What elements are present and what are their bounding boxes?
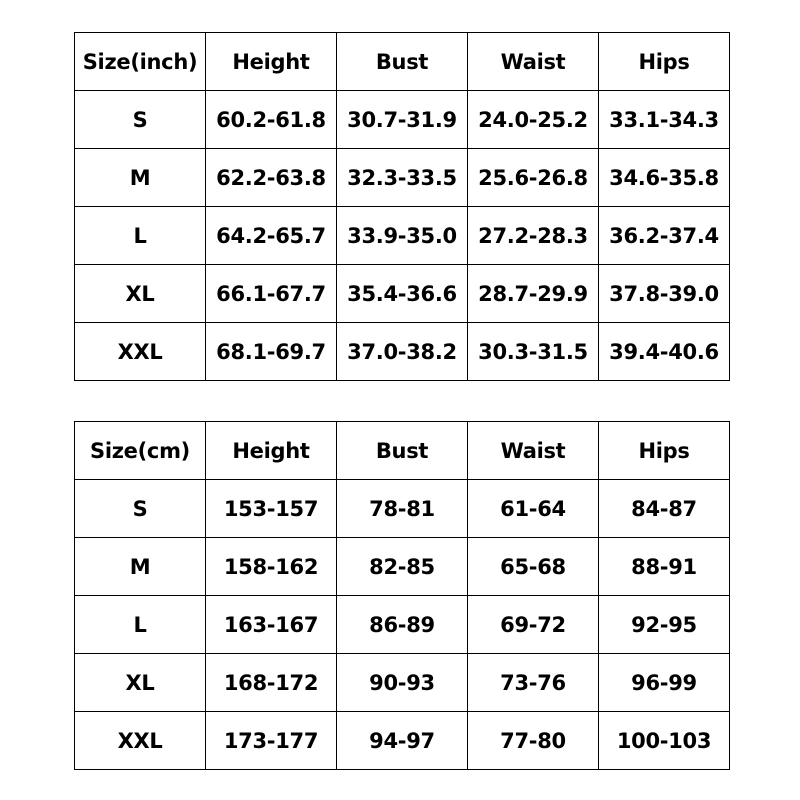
hips-cell: 36.2-37.4 — [599, 207, 730, 265]
height-cell: 68.1-69.7 — [206, 323, 337, 381]
waist-cell: 27.2-28.3 — [468, 207, 599, 265]
table-row — [75, 91, 730, 149]
bust-cell: 90-93 — [337, 654, 468, 712]
hips-cell: 96-99 — [599, 654, 730, 712]
size-cell: M — [75, 149, 206, 207]
waist-cell: 65-68 — [468, 538, 599, 596]
table-row — [75, 265, 730, 323]
waist-cell: 73-76 — [468, 654, 599, 712]
height-cell: 153-157 — [206, 480, 337, 538]
waist-cell: 61-64 — [468, 480, 599, 538]
size-cell: XXL — [75, 323, 206, 381]
table-row — [75, 654, 730, 712]
waist-cell: 25.6-26.8 — [468, 149, 599, 207]
table-row — [75, 323, 730, 381]
bust-cell: 86-89 — [337, 596, 468, 654]
hips-cell: 33.1-34.3 — [599, 91, 730, 149]
table-header-row — [75, 33, 730, 91]
size-cell: L — [75, 207, 206, 265]
waist-cell: 28.7-29.9 — [468, 265, 599, 323]
waist-cell: 30.3-31.5 — [468, 323, 599, 381]
hips-cell: 34.6-35.8 — [599, 149, 730, 207]
size-chart-inch-table — [74, 32, 730, 381]
height-cell: 62.2-63.8 — [206, 149, 337, 207]
size-cell: XL — [75, 654, 206, 712]
header-cell-size: Size(cm) — [75, 422, 206, 480]
height-cell: 64.2-65.7 — [206, 207, 337, 265]
header-cell-height: Height — [206, 33, 337, 91]
bust-cell: 82-85 — [337, 538, 468, 596]
table-row — [75, 480, 730, 538]
waist-cell: 24.0-25.2 — [468, 91, 599, 149]
height-cell: 158-162 — [206, 538, 337, 596]
height-cell: 168-172 — [206, 654, 337, 712]
table-row — [75, 207, 730, 265]
header-cell-hips: Hips — [599, 422, 730, 480]
header-cell-height: Height — [206, 422, 337, 480]
table-row — [75, 712, 730, 770]
table-row — [75, 596, 730, 654]
bust-cell: 78-81 — [337, 480, 468, 538]
height-cell: 163-167 — [206, 596, 337, 654]
height-cell: 173-177 — [206, 712, 337, 770]
table-row — [75, 149, 730, 207]
size-chart-cm-table — [74, 421, 730, 770]
bust-cell: 33.9-35.0 — [337, 207, 468, 265]
header-cell-size: Size(inch) — [75, 33, 206, 91]
waist-cell: 77-80 — [468, 712, 599, 770]
bust-cell: 30.7-31.9 — [337, 91, 468, 149]
hips-cell: 84-87 — [599, 480, 730, 538]
bust-cell: 37.0-38.2 — [337, 323, 468, 381]
header-cell-waist: Waist — [468, 422, 599, 480]
hips-cell: 100-103 — [599, 712, 730, 770]
header-cell-bust: Bust — [337, 422, 468, 480]
hips-cell: 39.4-40.6 — [599, 323, 730, 381]
height-cell: 60.2-61.8 — [206, 91, 337, 149]
size-cell: L — [75, 596, 206, 654]
header-cell-hips: Hips — [599, 33, 730, 91]
hips-cell: 92-95 — [599, 596, 730, 654]
bust-cell: 94-97 — [337, 712, 468, 770]
height-cell: 66.1-67.7 — [206, 265, 337, 323]
size-cell: XL — [75, 265, 206, 323]
waist-cell: 69-72 — [468, 596, 599, 654]
bust-cell: 35.4-36.6 — [337, 265, 468, 323]
hips-cell: 37.8-39.0 — [599, 265, 730, 323]
size-cell: S — [75, 91, 206, 149]
size-cell: S — [75, 480, 206, 538]
header-cell-waist: Waist — [468, 33, 599, 91]
bust-cell: 32.3-33.5 — [337, 149, 468, 207]
table-row — [75, 538, 730, 596]
table-header-row — [75, 422, 730, 480]
size-cell: M — [75, 538, 206, 596]
header-cell-bust: Bust — [337, 33, 468, 91]
size-cell: XXL — [75, 712, 206, 770]
hips-cell: 88-91 — [599, 538, 730, 596]
